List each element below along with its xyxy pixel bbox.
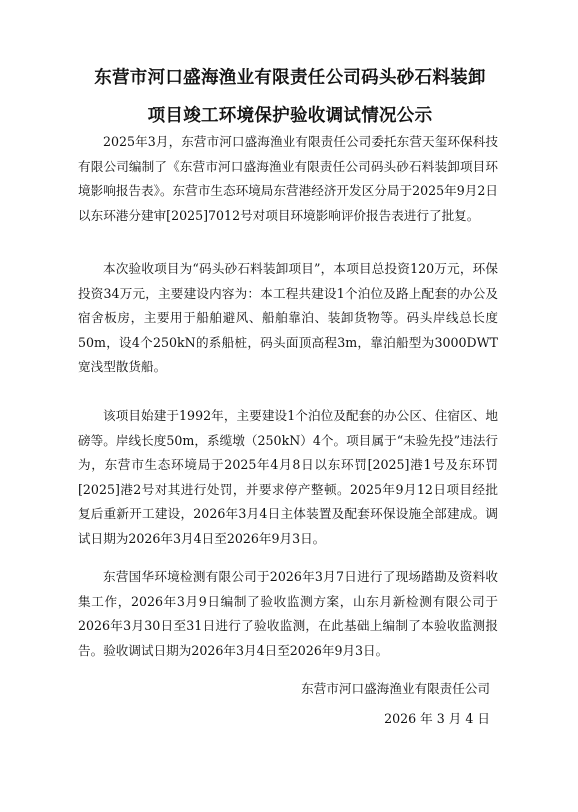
paragraph-eia-approval: 2025年3月，东营市河口盛海渔业有限责任公司委托东营天玺环保科技有限公司编制了《东营市河口盛海渔业有限责任公司码头砂石料装卸项目环境影响报告表》。东营市生态环境局东营港经济开发区分局于2025年9月2日以东环港分建审[2025]7012号对项目环境影响评价报告表进行了批复。 xyxy=(78,134,498,223)
signature-company: 东营市河口盛海渔业有限责任公司 xyxy=(301,681,490,696)
paragraph-project-scope: 本次验收项目为“码头砂石料装卸项目”，本项目总投资120万元，环保投资34万元，主要建设内容为：本工程共建设1个泊位及路上配套的办公及宿舍板房，主要用于船舶避风、船舶靠泊、装卸货物等。码头岸线总长度50m，设4个250kN的系船桩，码头面顶高程3m，靠泊船型为3000DWT宽浅型散货船。 xyxy=(78,261,498,375)
paragraph-monitoring: 东营国华环境检测有限公司于2026年3月7日进行了现场踏勘及资料收集工作，2026年3月9日编制了验收监测方案，山东月新检测有限公司于2026年3月30日至31日进行了验收监测，在此基础上编制了本验收监测报告。验收调试日期为2026年3月4日至2026年9月3日。 xyxy=(78,569,498,658)
signature-date: 2026 年 3 月 4 日 xyxy=(384,711,490,726)
paragraph-project-history: 该项目始建于1992年，主要建设1个泊位及配套的办公区、住宿区、地磅等。岸线长度50m，系缆墩（250kN）4个。项目属于“未验先投”违法行为，东营市生态环境局于2025年4月8日以东环罚[2025]港1号及东环罚[2025]港2号对其进行处罚，并要求停产整顿。2025年9月12日项目经批复后重新开工建设，2026年3月4日主体装置及配套环保设施全部建成。调试日期为2026年3月4日至2026年9月3日。 xyxy=(78,408,498,546)
document-title-line-2: 项目竣工环境保护验收调试情况公示 xyxy=(147,106,433,126)
document-title-line-1: 东营市河口盛海渔业有限责任公司码头砂石料装卸 xyxy=(94,68,486,88)
